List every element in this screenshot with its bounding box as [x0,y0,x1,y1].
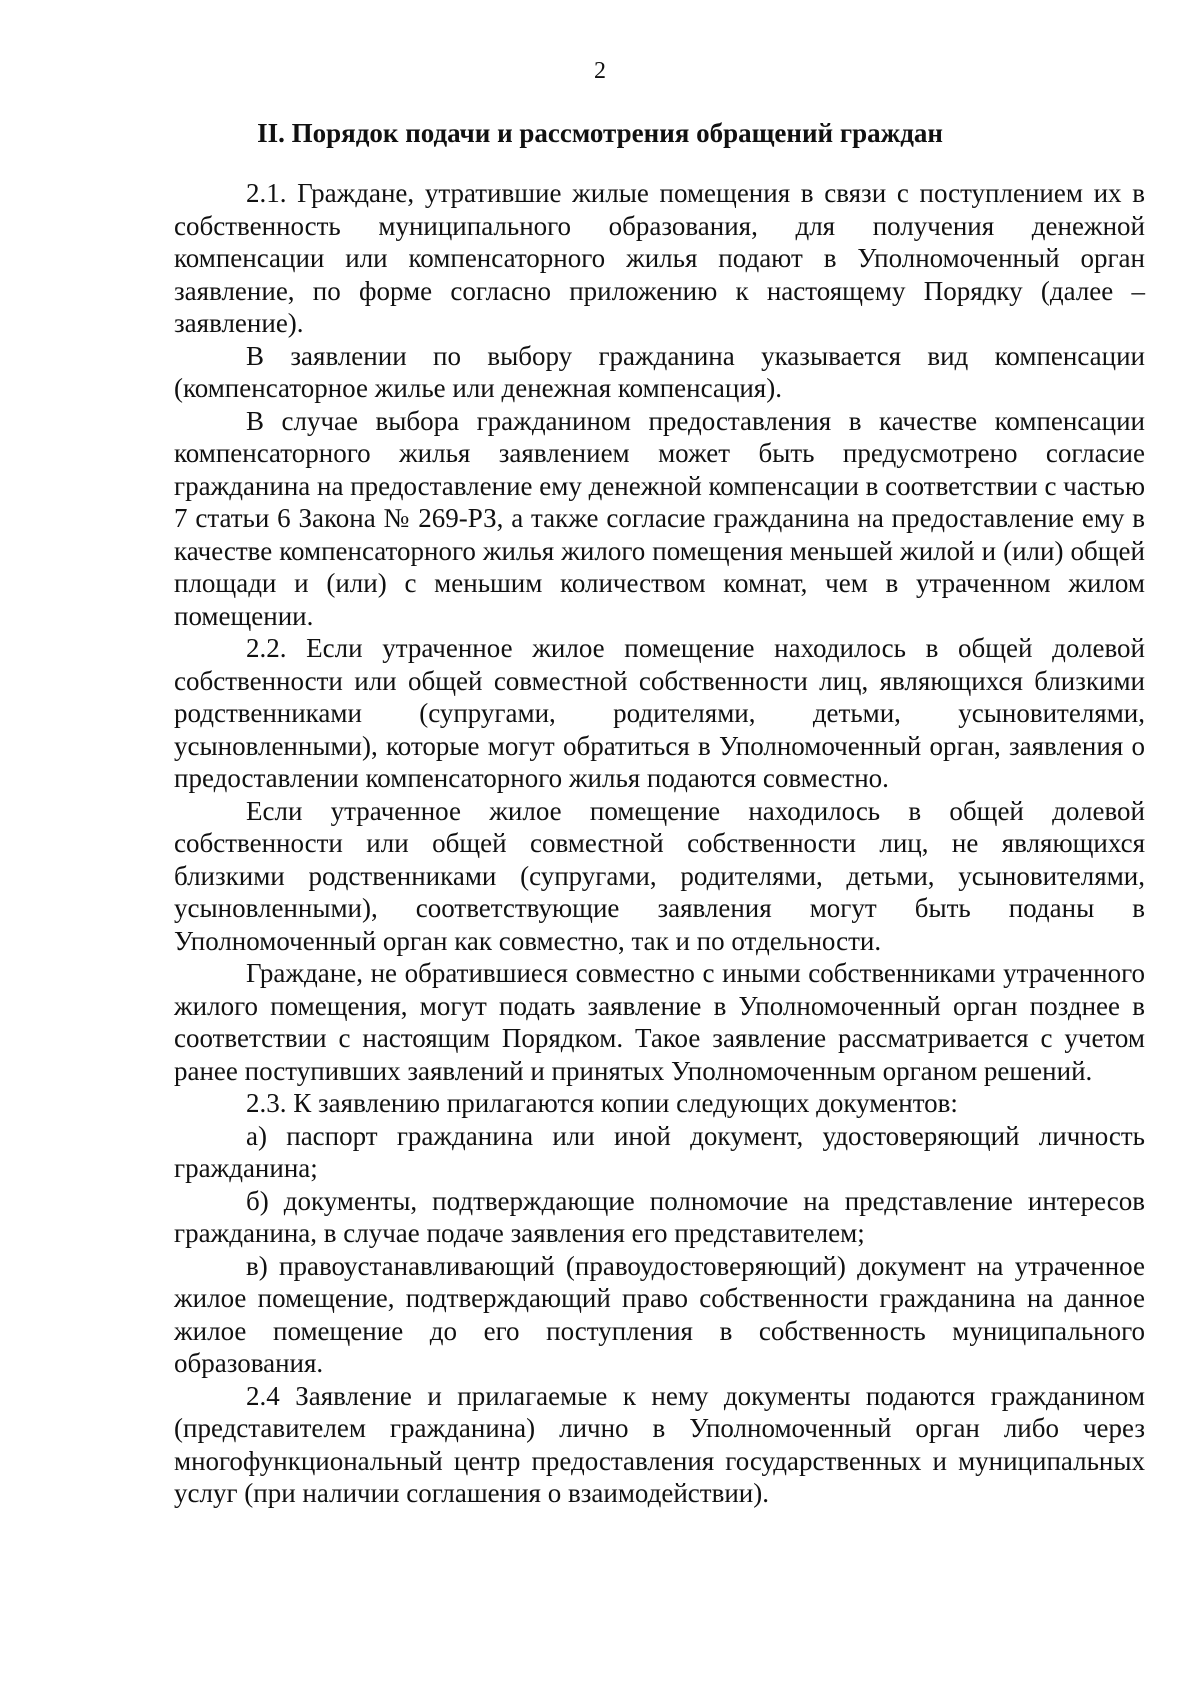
paragraph-compensation-type: В заявлении по выбору гражданина указывается вид компенсации (компенсаторное жилье или денежная компенсация). [174,340,1145,403]
paragraph-separate-application: Граждане, не обратившиеся совместно с иными собственниками утраченного жилого помещения, могут подать заявление в Уполномоченный орган позднее в соответствии с настоящим Порядком. Такое заявление рассматривается с учетом ранее поступивших заявлений и принятых Уполномоченным органом решений. [174,958,1145,1086]
paragraph-2-3: 2.3. К заявлению прилагаются копии следующих документов: [246,1088,958,1118]
list-item-a: а) паспорт гражданина или иной документ, удостоверяющий личность гражданина; [174,1120,1145,1183]
section-title: II. Порядок подачи и рассмотрения обращений граждан [257,118,943,148]
list-item-v: в) правоустанавливающий (правоудостоверяющий) документ на утраченное жилое помещение, подтверждающий право собственности гражданина на данное жилое помещение до его поступления в собственность муниципального образования. [174,1250,1145,1378]
paragraph-2-1: 2.1. Граждане, утратившие жилые помещения в связи с поступлением их в собственность муниципального образования, для получения денежной компенсации или компенсаторного жилья подают в Уполномоченный орган заявление, по форме согласно приложению к настоящему Порядку (далее – заявление). [174,178,1145,338]
paragraph-2-4: 2.4 Заявление и прилагаемые к нему документы подаются гражданином (представителем гражданина) лично в Уполномоченный орган либо через многофункциональный центр предоставления государственных и муниципальных услуг (при наличии соглашения о взаимодействии). [174,1380,1145,1508]
body-text [174,177,1145,1510]
paragraph-non-relatives: Если утраченное жилое помещение находилось в общей долевой собственности или общей совместной собственности лиц, не являющихся близкими родственниками (супругами, родителями, детьми, усыновителями, усыновленными), соответствующие заявления могут быть поданы в Уполномоченный орган как совместно, так и по отдельности. [174,795,1145,956]
paragraph-2-2: 2.2. Если утраченное жилое помещение находилось в общей долевой собственности или общей совместной собственности лиц, являющихся близкими родственниками (супругами, родителями, детьми, усыновителями, усыновленными), которые могут обратиться в Уполномоченный орган, заявления о предоставлении компенсаторного жилья подаются совместно. [174,633,1145,793]
page-number: 2 [594,58,606,84]
list-item-b: б) документы, подтверждающие полномочие на представление интересов гражданина, в случае подаче заявления его представителем; [174,1185,1145,1248]
paragraph-compensatory-housing-consent: В случае выбора гражданином предоставления в качестве компенсации компенсаторного жилья заявлением может быть предусмотрено согласие гражданина на предоставление ему денежной компенсации в соответствии с частью 7 статьи 6 Закона № 269-РЗ, а также согласие гражданина на предоставление ему в качестве компенсаторного жилья жилого помещения меньшей жилой и (или) общей площади и (или) с меньшим количеством комнат, чем в утраченном жилом помещении. [174,405,1146,631]
